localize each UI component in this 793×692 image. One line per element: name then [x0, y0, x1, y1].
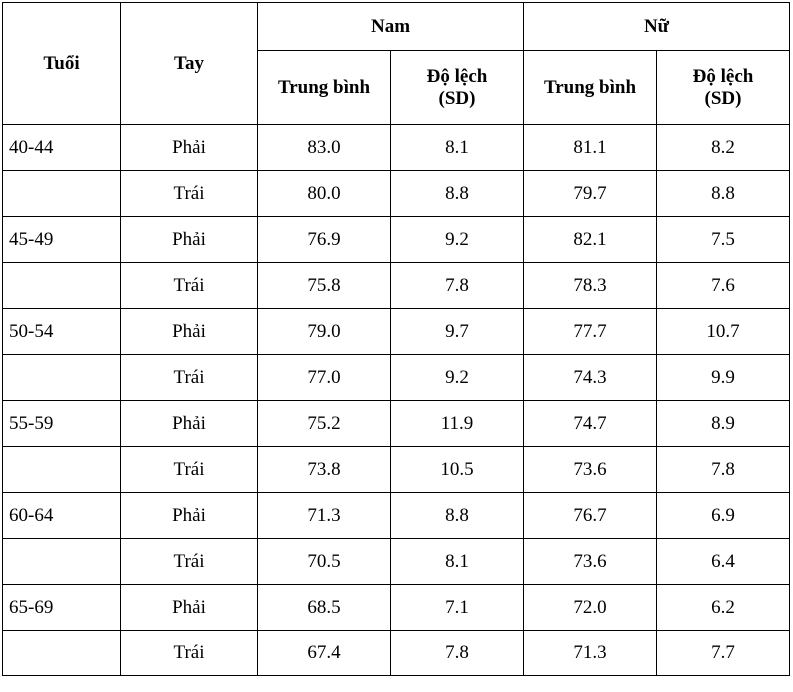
age-cell	[3, 447, 121, 493]
header-female-mean: Trung bình	[524, 51, 657, 125]
male-mean-cell: 71.3	[258, 493, 391, 539]
male-sd-cell: 10.5	[391, 447, 524, 493]
hand-cell: Phải	[121, 493, 258, 539]
female-sd-cell: 7.7	[657, 631, 790, 676]
header-male: Nam	[258, 3, 524, 51]
female-mean-cell: 73.6	[524, 539, 657, 585]
male-sd-cell: 8.1	[391, 539, 524, 585]
female-sd-cell: 9.9	[657, 355, 790, 401]
hand-cell: Trái	[121, 355, 258, 401]
male-sd-cell: 8.1	[391, 125, 524, 171]
age-cell	[3, 263, 121, 309]
male-sd-cell: 9.7	[391, 309, 524, 355]
female-mean-cell: 79.7	[524, 171, 657, 217]
age-cell	[3, 355, 121, 401]
male-sd-cell: 9.2	[391, 217, 524, 263]
male-mean-cell: 73.8	[258, 447, 391, 493]
male-sd-cell: 11.9	[391, 401, 524, 447]
data-table	[2, 2, 790, 676]
age-cell: 55-59	[3, 401, 121, 447]
male-sd-cell: 7.1	[391, 585, 524, 631]
male-mean-cell: 75.8	[258, 263, 391, 309]
female-mean-cell: 78.3	[524, 263, 657, 309]
header-male-sd-label: Độ lệch (SD)	[426, 65, 488, 109]
female-sd-cell: 7.8	[657, 447, 790, 493]
table-body	[3, 125, 790, 676]
male-mean-cell: 79.0	[258, 309, 391, 355]
table-row	[3, 217, 790, 263]
age-cell: 65-69	[3, 585, 121, 631]
header-male-sd	[391, 51, 524, 125]
header-female-sd	[657, 51, 790, 125]
female-sd-cell: 8.2	[657, 125, 790, 171]
table-row	[3, 355, 790, 401]
male-sd-cell: 7.8	[391, 263, 524, 309]
age-cell	[3, 171, 121, 217]
hand-cell: Phải	[121, 585, 258, 631]
table-row	[3, 539, 790, 585]
female-mean-cell: 72.0	[524, 585, 657, 631]
table-row	[3, 447, 790, 493]
table-row	[3, 493, 790, 539]
female-sd-cell: 6.4	[657, 539, 790, 585]
female-mean-cell: 82.1	[524, 217, 657, 263]
hand-cell: Trái	[121, 631, 258, 676]
table-header	[3, 3, 790, 125]
male-mean-cell: 75.2	[258, 401, 391, 447]
female-mean-cell: 71.3	[524, 631, 657, 676]
table-row	[3, 171, 790, 217]
female-mean-cell: 77.7	[524, 309, 657, 355]
age-cell	[3, 631, 121, 676]
female-mean-cell: 74.7	[524, 401, 657, 447]
header-female: Nữ	[524, 3, 790, 51]
female-mean-cell: 81.1	[524, 125, 657, 171]
table-row	[3, 125, 790, 171]
male-sd-cell: 8.8	[391, 171, 524, 217]
hand-cell: Phải	[121, 309, 258, 355]
hand-cell: Trái	[121, 447, 258, 493]
hand-cell: Trái	[121, 263, 258, 309]
male-mean-cell: 68.5	[258, 585, 391, 631]
table-row	[3, 401, 790, 447]
hand-cell: Trái	[121, 539, 258, 585]
table-row	[3, 631, 790, 676]
female-sd-cell: 6.9	[657, 493, 790, 539]
age-cell: 60-64	[3, 493, 121, 539]
table-row	[3, 263, 790, 309]
female-sd-cell: 7.6	[657, 263, 790, 309]
male-mean-cell: 77.0	[258, 355, 391, 401]
female-sd-cell: 10.7	[657, 309, 790, 355]
female-sd-cell: 7.5	[657, 217, 790, 263]
age-cell: 45-49	[3, 217, 121, 263]
male-mean-cell: 70.5	[258, 539, 391, 585]
header-row-top	[3, 3, 790, 51]
male-sd-cell: 9.2	[391, 355, 524, 401]
male-mean-cell: 83.0	[258, 125, 391, 171]
table-row	[3, 309, 790, 355]
table-row	[3, 585, 790, 631]
header-female-sd-label: Độ lệch (SD)	[692, 65, 754, 109]
header-age: Tuổi	[3, 3, 121, 125]
male-mean-cell: 80.0	[258, 171, 391, 217]
age-cell: 40-44	[3, 125, 121, 171]
header-hand: Tay	[121, 3, 258, 125]
female-mean-cell: 73.6	[524, 447, 657, 493]
female-mean-cell: 76.7	[524, 493, 657, 539]
female-sd-cell: 8.8	[657, 171, 790, 217]
age-cell: 50-54	[3, 309, 121, 355]
header-male-mean: Trung bình	[258, 51, 391, 125]
age-cell	[3, 539, 121, 585]
hand-cell: Trái	[121, 171, 258, 217]
male-mean-cell: 67.4	[258, 631, 391, 676]
hand-cell: Phải	[121, 125, 258, 171]
male-sd-cell: 7.8	[391, 631, 524, 676]
female-mean-cell: 74.3	[524, 355, 657, 401]
female-sd-cell: 8.9	[657, 401, 790, 447]
male-sd-cell: 8.8	[391, 493, 524, 539]
male-mean-cell: 76.9	[258, 217, 391, 263]
hand-cell: Phải	[121, 401, 258, 447]
female-sd-cell: 6.2	[657, 585, 790, 631]
hand-cell: Phải	[121, 217, 258, 263]
